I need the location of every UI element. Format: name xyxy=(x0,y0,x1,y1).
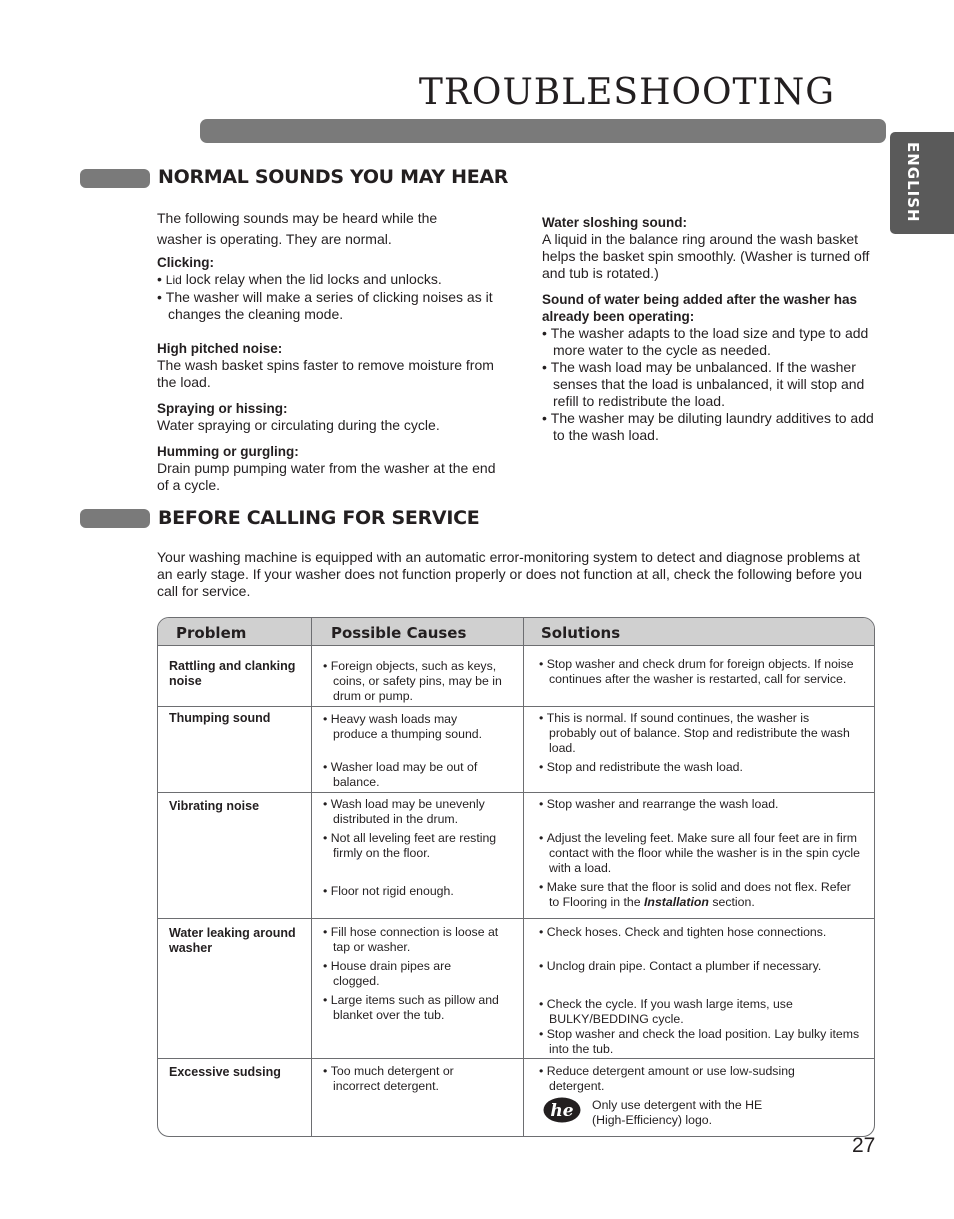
solution-bullet: • Stop washer and rearrange the wash load. xyxy=(539,797,864,812)
cause-bullet: • Not all leveling feet are resting firmly on the floor. xyxy=(323,831,518,861)
clicking-bullet-1-lid: Lid xyxy=(165,273,182,287)
cause-bullet: • Wash load may be unevenly distributed in the drum. xyxy=(323,797,513,827)
solution-bullet: • This is normal. If sound continues, the washer is probably out of balance. Stop and redistribute the wash load. xyxy=(539,711,854,756)
he-note: Only use detergent with the HE (High-Efficiency) logo. xyxy=(592,1098,763,1127)
solution-bullet xyxy=(539,880,864,910)
problem-thumping: Thumping sound xyxy=(169,711,271,725)
language-tab-label: ENGLISH xyxy=(904,142,922,223)
high-pitched-text: The wash basket spins faster to remove moisture from the load. xyxy=(157,357,494,390)
water-added-bullet-2-text: The wash load may be unbalanced. If the washer senses that the load is unbalanced, it will stop and refill to redistribute the load. xyxy=(550,359,865,409)
solution-bullet: • Stop washer and check drum for foreign objects. If noise continues after the washer is restarted, call for service. xyxy=(539,657,864,687)
water-added-bullet-3: • The washer may be diluting laundry additives to add to the wash load. xyxy=(542,410,874,443)
row-divider xyxy=(158,706,874,707)
installation-reference: Installation xyxy=(644,895,709,909)
section-marker-bar xyxy=(80,169,150,188)
high-pitched-title: High pitched noise: xyxy=(157,341,283,356)
section-heading-before-service: BEFORE CALLING FOR SERVICE xyxy=(158,507,480,529)
solution-bullet: • Check hoses. Check and tighten hose connections. xyxy=(539,925,864,940)
sloshing-title: Water sloshing sound: xyxy=(542,215,687,230)
solution-bullet: • Adjust the leveling feet. Make sure all four feet are in firm contact with the floor while the washer is in the spin cycle with a load. xyxy=(539,831,864,876)
humming-text: Drain pump pumping water from the washer at the end of a cycle. xyxy=(157,460,496,493)
cause-bullet: • Washer load may be out of balance. xyxy=(323,760,483,790)
water-added-bullet-2: • The wash load may be unbalanced. If the washer senses that the load is unbalanced, it will stop and refill to redistribute the load. xyxy=(542,359,865,409)
row-divider xyxy=(158,792,874,793)
cause-bullet: • Too much detergent or incorrect detergent. xyxy=(323,1064,498,1094)
cause-bullet: • Heavy wash loads may produce a thumping sound. xyxy=(323,712,498,742)
sloshing-text: A liquid in the balance ring around the wash basket helps the basket spin smoothly. (Washer is turned off and tub is rotated.) xyxy=(542,231,870,281)
problem-excessive-sudsing: Excessive sudsing xyxy=(169,1065,281,1079)
section-marker-bar xyxy=(80,509,150,528)
troubleshooting-table xyxy=(157,617,875,1137)
column-header-problem: Problem xyxy=(176,624,247,642)
cause-bullet: • Large items such as pillow and blanket over the tub. xyxy=(323,993,508,1023)
solution-bullet: • Stop washer and check the load position. Lay bulky items into the tub. xyxy=(539,1027,864,1057)
cause-bullet: • House drain pipes are clogged. xyxy=(323,959,498,989)
page-number: 27 xyxy=(852,1134,876,1157)
water-added-bullet-1-text: The washer adapts to the load size and type to add more water to the cycle as needed. xyxy=(550,325,869,358)
service-intro: Your washing machine is equipped with an automatic error-monitoring system to detect and diagnose problems at an early stage. If your washer does not function properly or does not function at all, check the following before you call for service. xyxy=(157,549,863,599)
title-divider-bar xyxy=(200,119,886,143)
solution-bullet: • Stop and redistribute the wash load. xyxy=(539,760,854,775)
problem-water-leaking: Water leaking around washer xyxy=(169,926,296,955)
normal-sounds-right-column xyxy=(542,214,880,444)
solution-text-end: section. xyxy=(708,895,755,909)
problem-rattling: Rattling and clanking noise xyxy=(169,659,296,688)
intro-line-1: The following sounds may be heard while the xyxy=(157,210,438,226)
he-logo-text: he xyxy=(550,1101,574,1121)
solution-bullet: • Reduce detergent amount or use low-sudsing detergent. xyxy=(539,1064,839,1094)
solution-text: Make sure that the floor is solid and does not flex. Refer to Flooring in the xyxy=(546,880,851,909)
humming-title: Humming or gurgling: xyxy=(157,444,299,459)
page-title: TROUBLESHOOTING xyxy=(418,72,835,113)
row-divider xyxy=(158,1058,874,1059)
clicking-bullet-1-text: lock relay when the lid locks and unlocks. xyxy=(181,271,442,287)
table-header-row xyxy=(158,618,874,646)
language-tab xyxy=(890,132,954,234)
spraying-title: Spraying or hissing: xyxy=(157,401,288,416)
spraying-text: Water spraying or circulating during the cycle. xyxy=(157,417,440,433)
normal-sounds-left-column xyxy=(157,208,502,494)
intro-line-2: washer is operating. They are normal. xyxy=(157,231,392,247)
clicking-bullet-2: • The washer will make a series of clicking noises as it changes the cleaning mode. xyxy=(157,289,493,322)
solution-bullet: • Check the cycle. If you wash large items, use BULKY/BEDDING cycle. xyxy=(539,997,829,1027)
section-heading-normal-sounds: NORMAL SOUNDS YOU MAY HEAR xyxy=(158,166,509,188)
cause-bullet: • Fill hose connection is loose at tap or washer. xyxy=(323,925,513,955)
clicking-bullet-1: • Lid lock relay when the lid locks and unlocks. xyxy=(157,271,442,287)
clicking-title: Clicking: xyxy=(157,255,215,270)
water-added-bullet-1: • The washer adapts to the load size and type to add more water to the cycle as needed. xyxy=(542,325,869,358)
clicking-bullet-2-text: The washer will make a series of clicking noises as it changes the cleaning mode. xyxy=(165,289,493,322)
he-logo-icon xyxy=(543,1097,581,1123)
cause-bullet: • Floor not rigid enough. xyxy=(323,884,513,899)
water-added-bullet-3-text: The washer may be diluting laundry additives to add to the wash load. xyxy=(550,410,874,443)
problem-vibrating: Vibrating noise xyxy=(169,799,260,813)
water-added-title: Sound of water being added after the washer has already been operating: xyxy=(542,292,858,324)
column-header-solutions: Solutions xyxy=(541,624,621,642)
column-header-causes: Possible Causes xyxy=(331,624,467,642)
row-divider xyxy=(158,918,874,919)
solution-bullet: • Unclog drain pipe. Contact a plumber if necessary. xyxy=(539,959,864,974)
cause-bullet: • Foreign objects, such as keys, coins, or safety pins, may be in drum or pump. xyxy=(323,659,508,704)
